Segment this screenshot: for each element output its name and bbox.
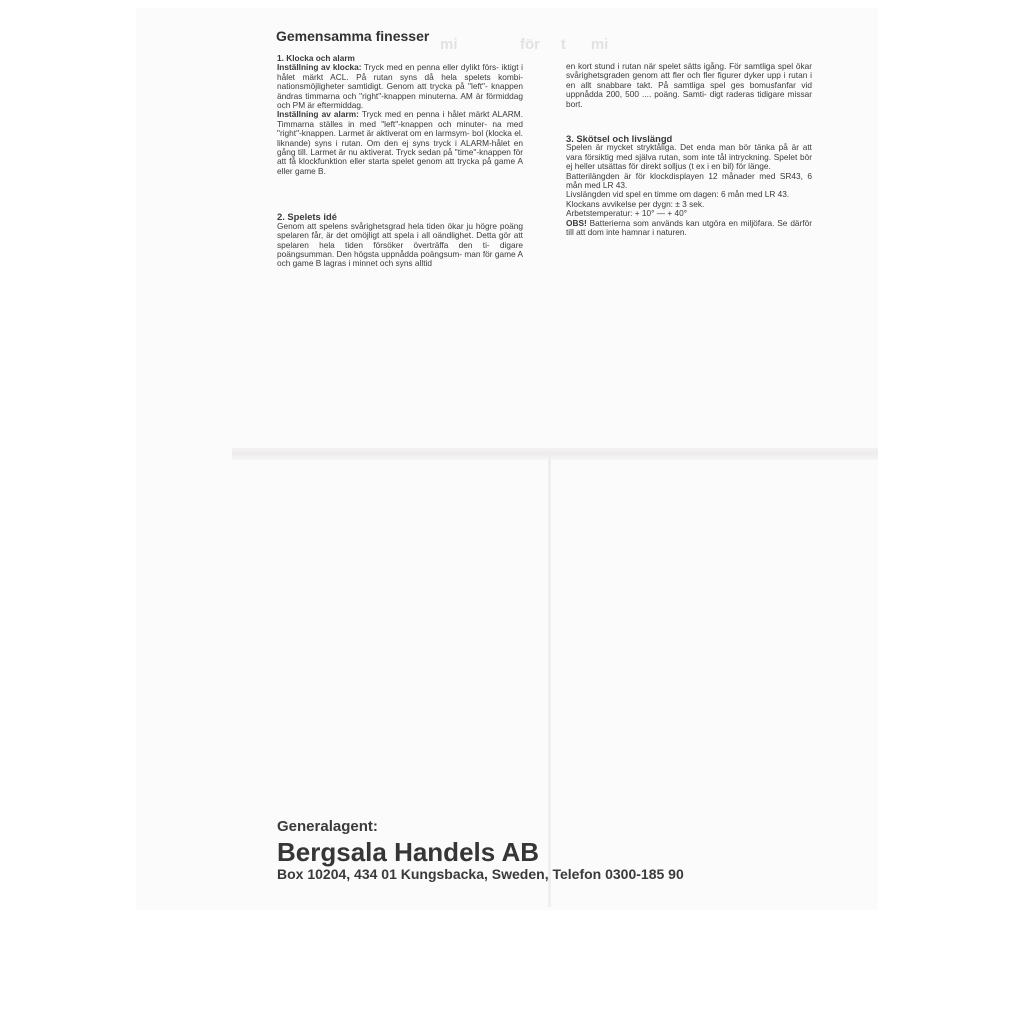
alarm-label: Inställning av alarm: [277,109,359,120]
care-line: Batterilängden är för klockdisplayen 12 månader med SR43, 6 mån med LR 43. [566,170,812,191]
care-line: Spelen är mycket stryktåliga. Det enda man bör tänka på är att vara försiktig med själva rutan, som inte tål intryckning. Spelet bör ej heller utsättas för direkt solljus (t ex i en bil) för länge. [566,142,812,172]
agent-label: Generalagent: [277,818,378,835]
idea-paragraph: Genom att spelens svårighetsgrad hela tiden ökar ju högre poäng spelaren får, är det omöjligt att spela i all oändlighet. Detta gör att spelaren hela tiden försöker överträffa den ti- digare poängsumman. Den högsta uppnådda poängsum- man för game A och game B lagras i minnet och syns alltid [277,220,523,269]
page-title: Gemensamma finesser [276,28,430,44]
section-heading-care: 3. Skötsel och livslängd [566,133,673,145]
obs-paragraph [566,219,812,238]
paper-fold-vertical [548,455,551,907]
right-column [566,62,812,238]
continuation-paragraph: en kort stund i rutan när spelet sätts igång. För samtliga spel ökar svårighetsgraden genom att fler och fler figurer dyker upp i rutan i en allt snabbare takt. På samtliga spel ges bomusfanfar vid uppnådda 200, 500 .... poäng. Samti- digt raderas tidigare missar bort. [566,61,812,109]
obs-label: OBS! [566,217,587,228]
clock-text: Tryck med en penna eller dylikt förs- iktigt i hålet märkt ACL. På rutan syns då hela spelets kombi- nationsmöjligheter samtidigt. Genom att trycka på "left"- knappen ändras timmarna och "right"-knappen minuterna. AM är förmiddag och PM är eftermiddag. [277,62,524,111]
alarm-text: Tryck med en penna i hålet märkt ALARM. Timmarna ställes in med "left"-knappen och minuter- na med "right"-knappen. Larmet är aktiverat om en larmsym- bol (klocka el. liknande) syns i rutan. Om den ej syns tryck i ALARM-hålet en gång till. Larmet är nu aktiverat. Tryck sedan på "time"-knappen för att få klockfunktion eller starta spelet genom att trycka på game A eller game B. [277,109,523,176]
section-heading-clock: 1. Klocka och alarm [277,53,355,63]
care-line: Livslängden vid spel en timme om dagen: 6 mån med LR 43. [566,189,790,200]
obs-text: Batterierna som används kan utgöra en miljöfara. Se därför till att dom inte hamnar i naturen. [566,217,812,238]
section-heading-idea: 2. Spelets idé [277,211,337,223]
show-through-text: mi för t mi [440,36,609,53]
company-address: Box 10204, 434 01 Kungsbacka, Sweden, Telefon 0300-185 90 [277,866,684,882]
company-name: Bergsala Handels AB [277,837,540,867]
paper-fold-horizontal [232,448,878,460]
care-line: Klockans avvikelse per dygn: ± 3 sek. [566,198,705,209]
alarm-paragraph [277,110,523,176]
clock-label: Inställning av klocka: [277,62,362,73]
left-column [277,54,523,269]
clock-paragraph [277,63,523,110]
care-line: Arbetstemperatur: + 10° — + 40° [566,208,688,219]
